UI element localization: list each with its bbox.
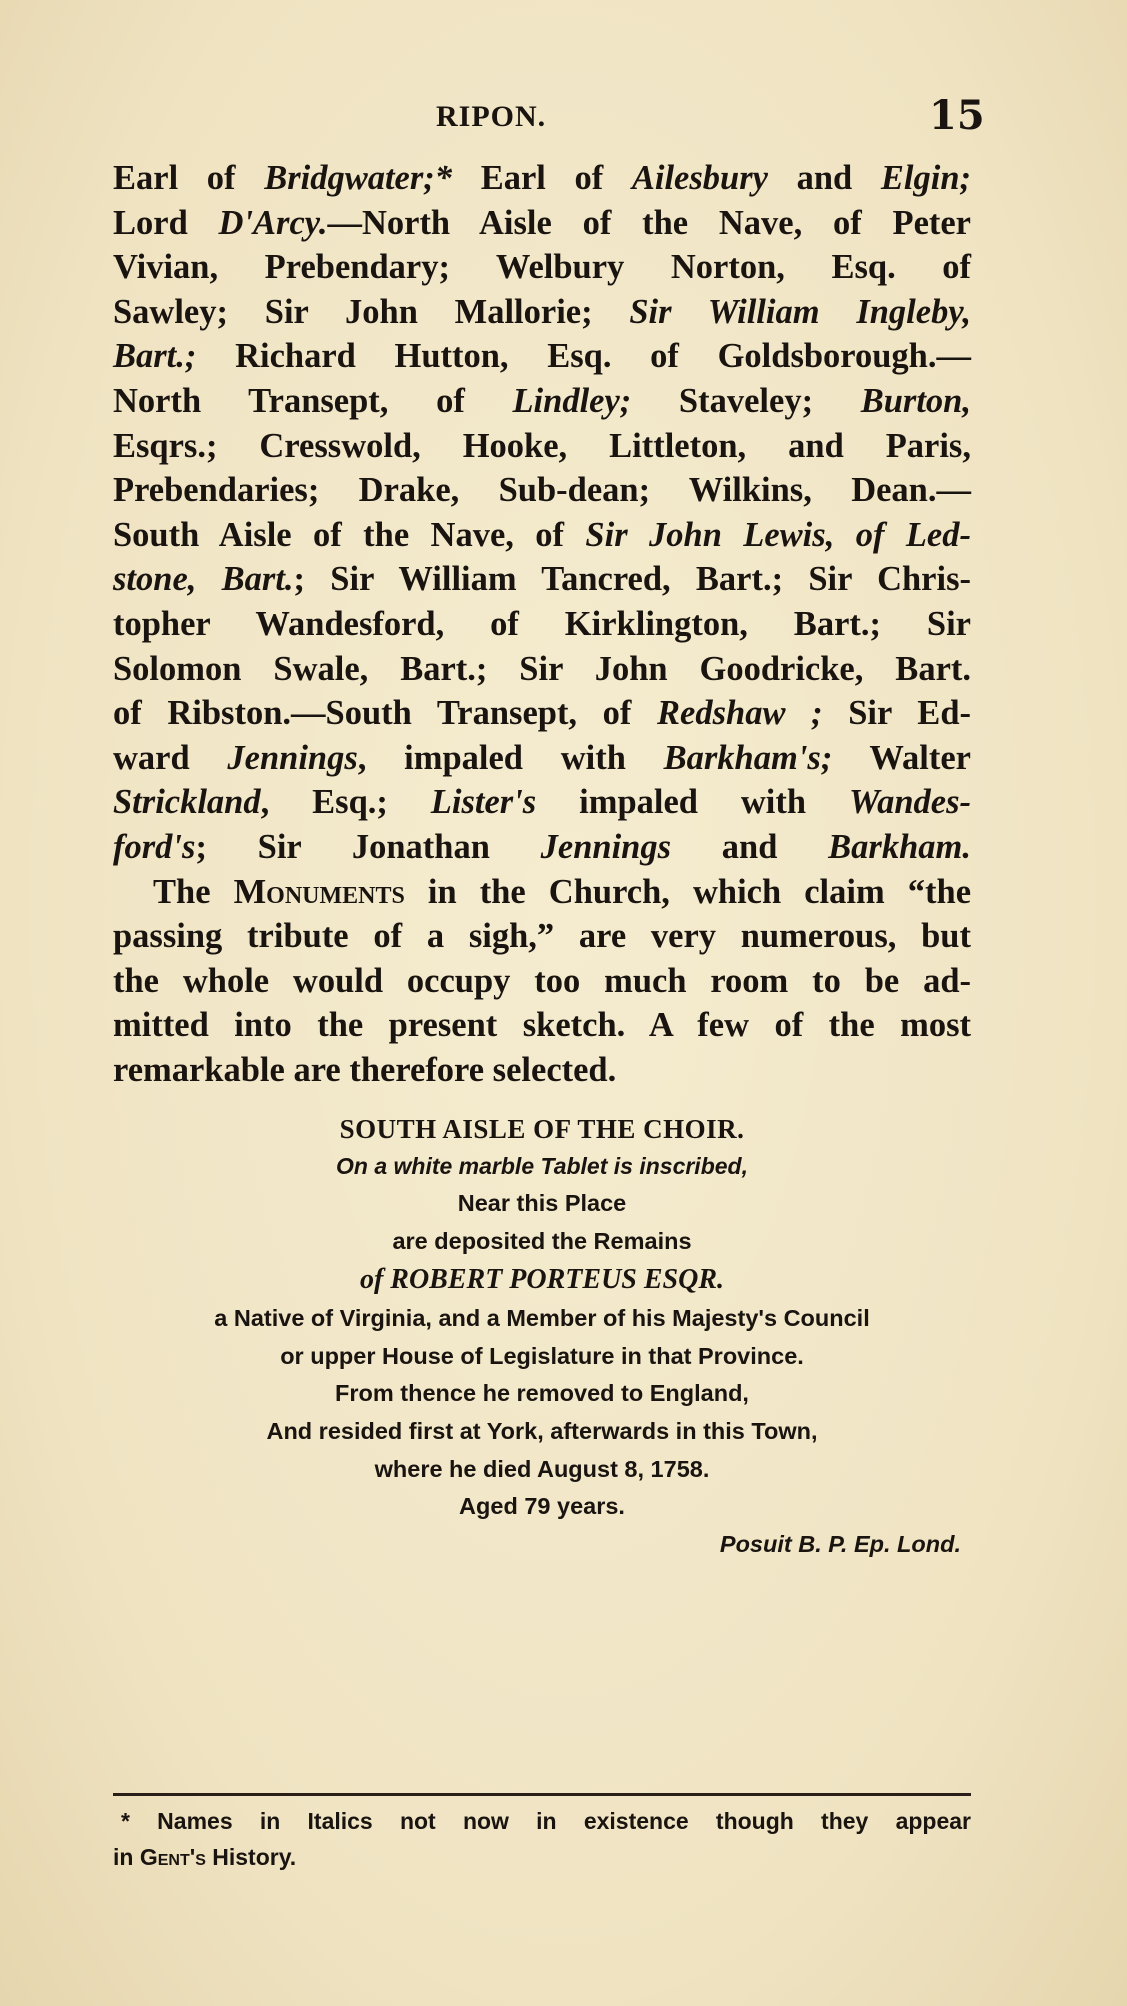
text-line <box>113 513 971 558</box>
italic-text-run: stone, Bart. <box>113 560 294 599</box>
text-run: ; Sir Jonathan <box>195 827 541 866</box>
small-caps-text-run: Monuments <box>233 872 405 911</box>
text-run: The <box>153 872 234 911</box>
italic-text-run: Redshaw ; <box>657 694 823 733</box>
text-run: —North Aisle of the Nave, of Peter <box>327 203 971 242</box>
text-line <box>113 825 971 870</box>
text-line <box>113 1048 971 1093</box>
text-line <box>113 290 971 335</box>
text-run: and <box>767 159 881 197</box>
text-run: , Esq.; <box>260 783 431 822</box>
text-line <box>113 201 971 246</box>
text-run: Prebendaries; Drake, Sub-dean; Wilkins, Dean.— <box>113 471 971 510</box>
italic-text-run: Sir John Lewis, of Led- <box>585 515 971 554</box>
text-run: Solomon Swale, Bart.; Sir John Goodricke, Bart. <box>113 649 971 688</box>
inscription-line: a Native of Virginia, and a Member of his Majesty's Council <box>214 1305 870 1332</box>
text-run: North Transept, of <box>113 381 513 420</box>
text-line <box>113 691 971 736</box>
text-line <box>113 334 971 379</box>
page-header <box>0 92 1127 139</box>
italic-text-run: Wandes- <box>848 783 971 822</box>
italic-text-run: Strickland <box>113 783 261 822</box>
footnote-text: History. <box>205 1844 297 1870</box>
italic-text-run: Bart.; <box>113 337 197 376</box>
italic-text-run: Lindley; <box>512 381 632 420</box>
inscription-posuit: Posuit B. P. Ep. Lond. <box>719 1530 961 1557</box>
text-line <box>113 245 971 290</box>
text-line <box>113 870 971 915</box>
text-line <box>113 959 971 1004</box>
text-run: passing tribute of a sigh,” are very numerous, but <box>113 917 971 956</box>
footnote <box>113 1803 971 1875</box>
text-run: Esqrs.; Cresswold, Hooke, Littleton, and Paris, <box>113 426 971 465</box>
italic-text-run: Jennings <box>540 827 672 866</box>
italic-text-run: Barkham's; <box>663 738 833 777</box>
text-run: the whole would occupy too much room to be ad- <box>113 961 971 1000</box>
monument-inscription <box>113 1111 971 1562</box>
italic-text-run: Lister's <box>430 783 537 822</box>
footnote-rule <box>113 1793 971 1796</box>
text-line <box>113 379 971 424</box>
inscription-line: Aged 79 years. <box>459 1493 625 1520</box>
text-run: Staveley; <box>631 381 861 420</box>
inscription-line: where he died August 8, 1758. <box>374 1455 710 1482</box>
page-number: 15 <box>929 92 985 139</box>
inscription-line: And resided first at York, afterwards in this Town, <box>266 1417 818 1444</box>
footnote-text: in <box>113 1844 140 1870</box>
italic-text-run: Jennings <box>227 738 358 777</box>
italic-text-run: Sir William Ingleby, <box>629 292 971 331</box>
text-run: remarkable are therefore selected. <box>113 1050 617 1089</box>
inscription-name: of ROBERT PORTEUS ESQR. <box>359 1264 725 1296</box>
text-line <box>113 424 971 469</box>
text-run: Vivian, Prebendary; Welbury Norton, Esq. of <box>113 248 971 287</box>
footnote-small-caps: Gent's <box>139 1844 206 1870</box>
text-line <box>113 647 971 692</box>
italic-text-run: ford's <box>113 827 196 866</box>
text-line <box>113 602 971 647</box>
italic-text-run: Burton, <box>860 381 971 420</box>
text-line <box>113 780 971 825</box>
inscription-line: or upper House of Legislature in that Province. <box>280 1342 804 1369</box>
text-line <box>113 1003 971 1048</box>
text-run: Sawley; Sir John Mallorie; <box>113 292 630 331</box>
italic-text-run: Bridgwater;* <box>264 159 453 197</box>
text-run: impaled with <box>536 783 849 822</box>
text-run: ; Sir William Tancred, Bart.; Sir Chris- <box>293 560 971 599</box>
text-line <box>113 736 971 781</box>
text-run: in the Church, which claim “the <box>404 872 972 911</box>
text-run: , impaled with <box>357 738 664 777</box>
text-line <box>113 468 971 513</box>
text-run: mitted into the present sketch. A few of the most <box>113 1006 971 1045</box>
text-run: Lord <box>113 203 219 242</box>
inscription-line: are deposited the Remains <box>392 1227 692 1254</box>
running-title: RIPON. <box>436 100 547 133</box>
italic-text-run: Ailesbury <box>631 159 768 197</box>
inscription-line: Near this Place <box>457 1190 627 1216</box>
text-run: South Aisle of the Nave, of <box>113 515 586 554</box>
text-run: of Ribston.—South Transept, of <box>113 694 658 733</box>
text-run: Earl of <box>452 159 632 197</box>
text-run: topher Wandesford, of Kirklington, Bart.; Sir <box>113 604 971 643</box>
text-run: and <box>671 827 829 866</box>
text-line <box>113 557 971 602</box>
body-text <box>113 156 971 1092</box>
text-run: ward <box>113 738 228 777</box>
italic-text-run: Elgin; <box>880 159 971 197</box>
text-run: Sir Ed- <box>822 694 971 733</box>
text-line <box>113 156 971 201</box>
text-run: Earl of <box>113 159 265 197</box>
inscription-subheading: On a white marble Tablet is inscribed, <box>336 1153 748 1179</box>
inscription-line: From thence he removed to England, <box>335 1380 749 1407</box>
italic-text-run: Barkham. <box>828 827 971 866</box>
text-line <box>113 914 971 959</box>
footnote-line <box>113 1839 971 1875</box>
text-run: Richard Hutton, Esq. of Goldsborough.— <box>196 337 971 376</box>
inscription-heading: SOUTH AISLE OF THE CHOIR. <box>339 1114 745 1144</box>
italic-text-run: D'Arcy. <box>218 203 328 242</box>
text-run: Walter <box>832 738 971 777</box>
footnote-line: * Names in Italics not now in existence though they appear <box>121 1808 971 1834</box>
